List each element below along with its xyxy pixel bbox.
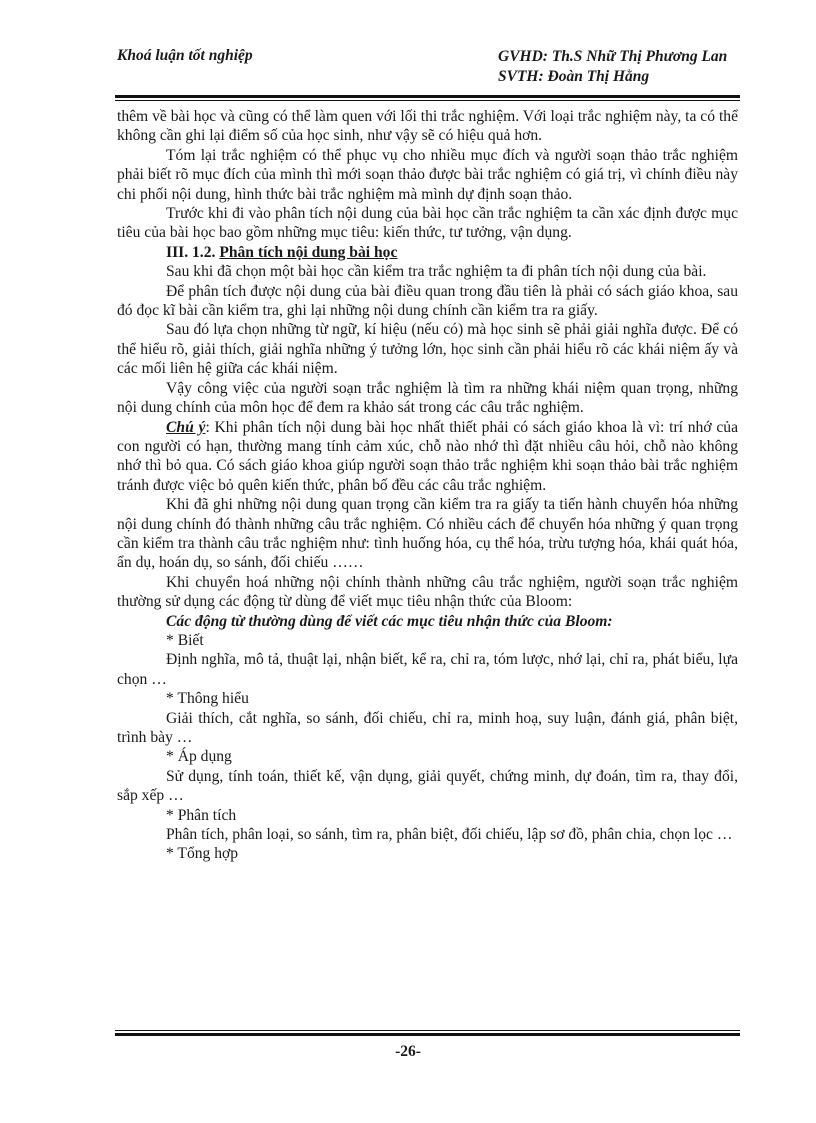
footer-rule-thick [115, 1033, 740, 1036]
section-number: III. 1.2. [166, 243, 216, 261]
footer-rule-thin [115, 1030, 740, 1031]
note-text: : Khi phân tích nội dung bài học nhất thiết phải có sách giáo khoa là vì: trí nhớ của con người có hạn, thường mang tính cảm xúc, chỗ nào nhớ thì đặt nhiều câu hỏi, chỗ nào không nhớ thì bỏ qua. Có sách giáo khoa giúp người soạn thảo trắc nghiệm khi soạn thảo bài trắc nghiệm tránh được việc bỏ quên kiến thức, phân bố đều các câu trắc nghiệm. [117, 418, 738, 494]
bloom-level-verbs: Giải thích, cắt nghĩa, so sánh, đối chiếu, chỉ ra, minh hoạ, suy luận, đánh giá, phân biệt, trình bày … [117, 709, 738, 746]
bloom-level-verbs: Phân tích, phân loại, so sánh, tìm ra, phân biệt, đối chiếu, lập sơ đồ, phân chia, chọn lọc … [166, 826, 733, 844]
header-authors [498, 47, 727, 87]
page-number: -26- [395, 1043, 421, 1060]
bloom-level-label: * Biết [166, 631, 204, 649]
paragraph: Trước khi đi vào phân tích nội dung của bài học cần trắc nghiệm ta cần xác định được mục tiêu của bài học bao gồm những mục tiêu: kiến thức, tư tưởng, vận dụng. [117, 205, 738, 242]
paragraph: Tóm lại trắc nghiệm có thể phục vụ cho nhiều mục đích và người soạn thảo trắc nghiệm phải biết rõ mục đích của mình thì mới soạn thảo được bài trắc nghiệm có giá trị, vì chính điều này chi phối nội dung, hình thức bài trắc nghiệm mà mình dự định soạn thảo. [117, 146, 738, 203]
section-heading [117, 243, 738, 262]
paragraph: Khi chuyển hoá những nội chính thành những câu trắc nghiệm, người soạn trắc nghiệm thường sử dụng các động từ dùng để viết mục tiêu nhận thức của Bloom: [117, 573, 738, 611]
note-label: Chú ý [166, 418, 206, 436]
bloom-level-label: * Áp dụng [166, 748, 232, 766]
bloom-level-verbs: Định nghĩa, mô tả, thuật lại, nhận biết, kể ra, chỉ ra, tóm lược, nhớ lại, chỉ ra, phát biểu, lựa chọn … [117, 651, 738, 688]
header-rule-thin [115, 100, 740, 101]
paragraph: Khi đã ghi những nội dung quan trọng cần kiểm tra ra giấy ta tiến hành chuyển hóa những nội dung chính đó thành những câu trắc nghiệm. Có nhiều cách để chuyển hóa những ý quan trọng cần kiểm tra thành câu trắc nghiệm như: tình huống hóa, cụ thể hóa, trừu tượng hóa, khái quát hóa, ẩn dụ, hoán dụ, so sánh, đối chiếu …… [117, 496, 738, 572]
section-title: Phân tích nội dung bài học [219, 243, 398, 261]
bloom-level-label: * Thông hiểu [166, 690, 249, 708]
paragraph: thêm về bài học và cũng có thể làm quen với lối thi trắc nghiệm. Với loại trắc nghiệm này, ta có thể không cần ghi lại điểm số của học sinh, như vậy sẽ có hiệu quả hơn. [117, 108, 738, 145]
header-student: SVTH: Đoàn Thị Hằng [498, 68, 650, 85]
paragraph: Để phân tích được nội dung của bài điều quan trong đầu tiên là phải có sách giáo khoa, sau đó đọc kĩ bài cần kiểm tra, ghi lại những nội dung chính cần kiểm tra ra giấy. [117, 282, 738, 320]
header-thesis-title: Khoá luận tốt nghiệp [117, 47, 253, 64]
bloom-level-label: * Tổng hợp [166, 845, 239, 863]
paragraph: Vậy công việc của người soạn trắc nghiệm là tìm ra những khái niệm quan trọng, những nội dung chính của môn học để đem ra khảo sát trong các câu trắc nghiệm. [117, 379, 738, 417]
header-supervisor: GVHD: Th.S Nhữ Thị Phương Lan [498, 48, 728, 65]
paragraph: Sau đó lựa chọn những từ ngữ, kí hiệu (nếu có) mà học sinh sẽ phải giải nghĩa được. Để có thể hiểu rõ, giải thích, giải nghĩa những ý tưởng lớn, học sinh cần phải hiểu rõ các khái niệm ấy và các mối liên hệ giữa các khái niệm. [117, 321, 738, 378]
note-paragraph [117, 418, 738, 496]
paragraph: Sau khi đã chọn một bài học cần kiểm tra trắc nghiệm ta đi phân tích nội dung của bài. [166, 263, 707, 281]
header-rule-thick [115, 95, 740, 98]
bloom-heading: Các động từ thường dùng để viết các mục tiêu nhận thức của Bloom: [166, 612, 613, 630]
body-text [117, 107, 738, 864]
bloom-level-verbs: Sử dụng, tính toán, thiết kế, vận dụng, giải quyết, chứng minh, dự đoán, tìm ra, thay đổi, sắp xếp … [117, 767, 738, 805]
bloom-level-label: * Phân tích [166, 806, 237, 824]
